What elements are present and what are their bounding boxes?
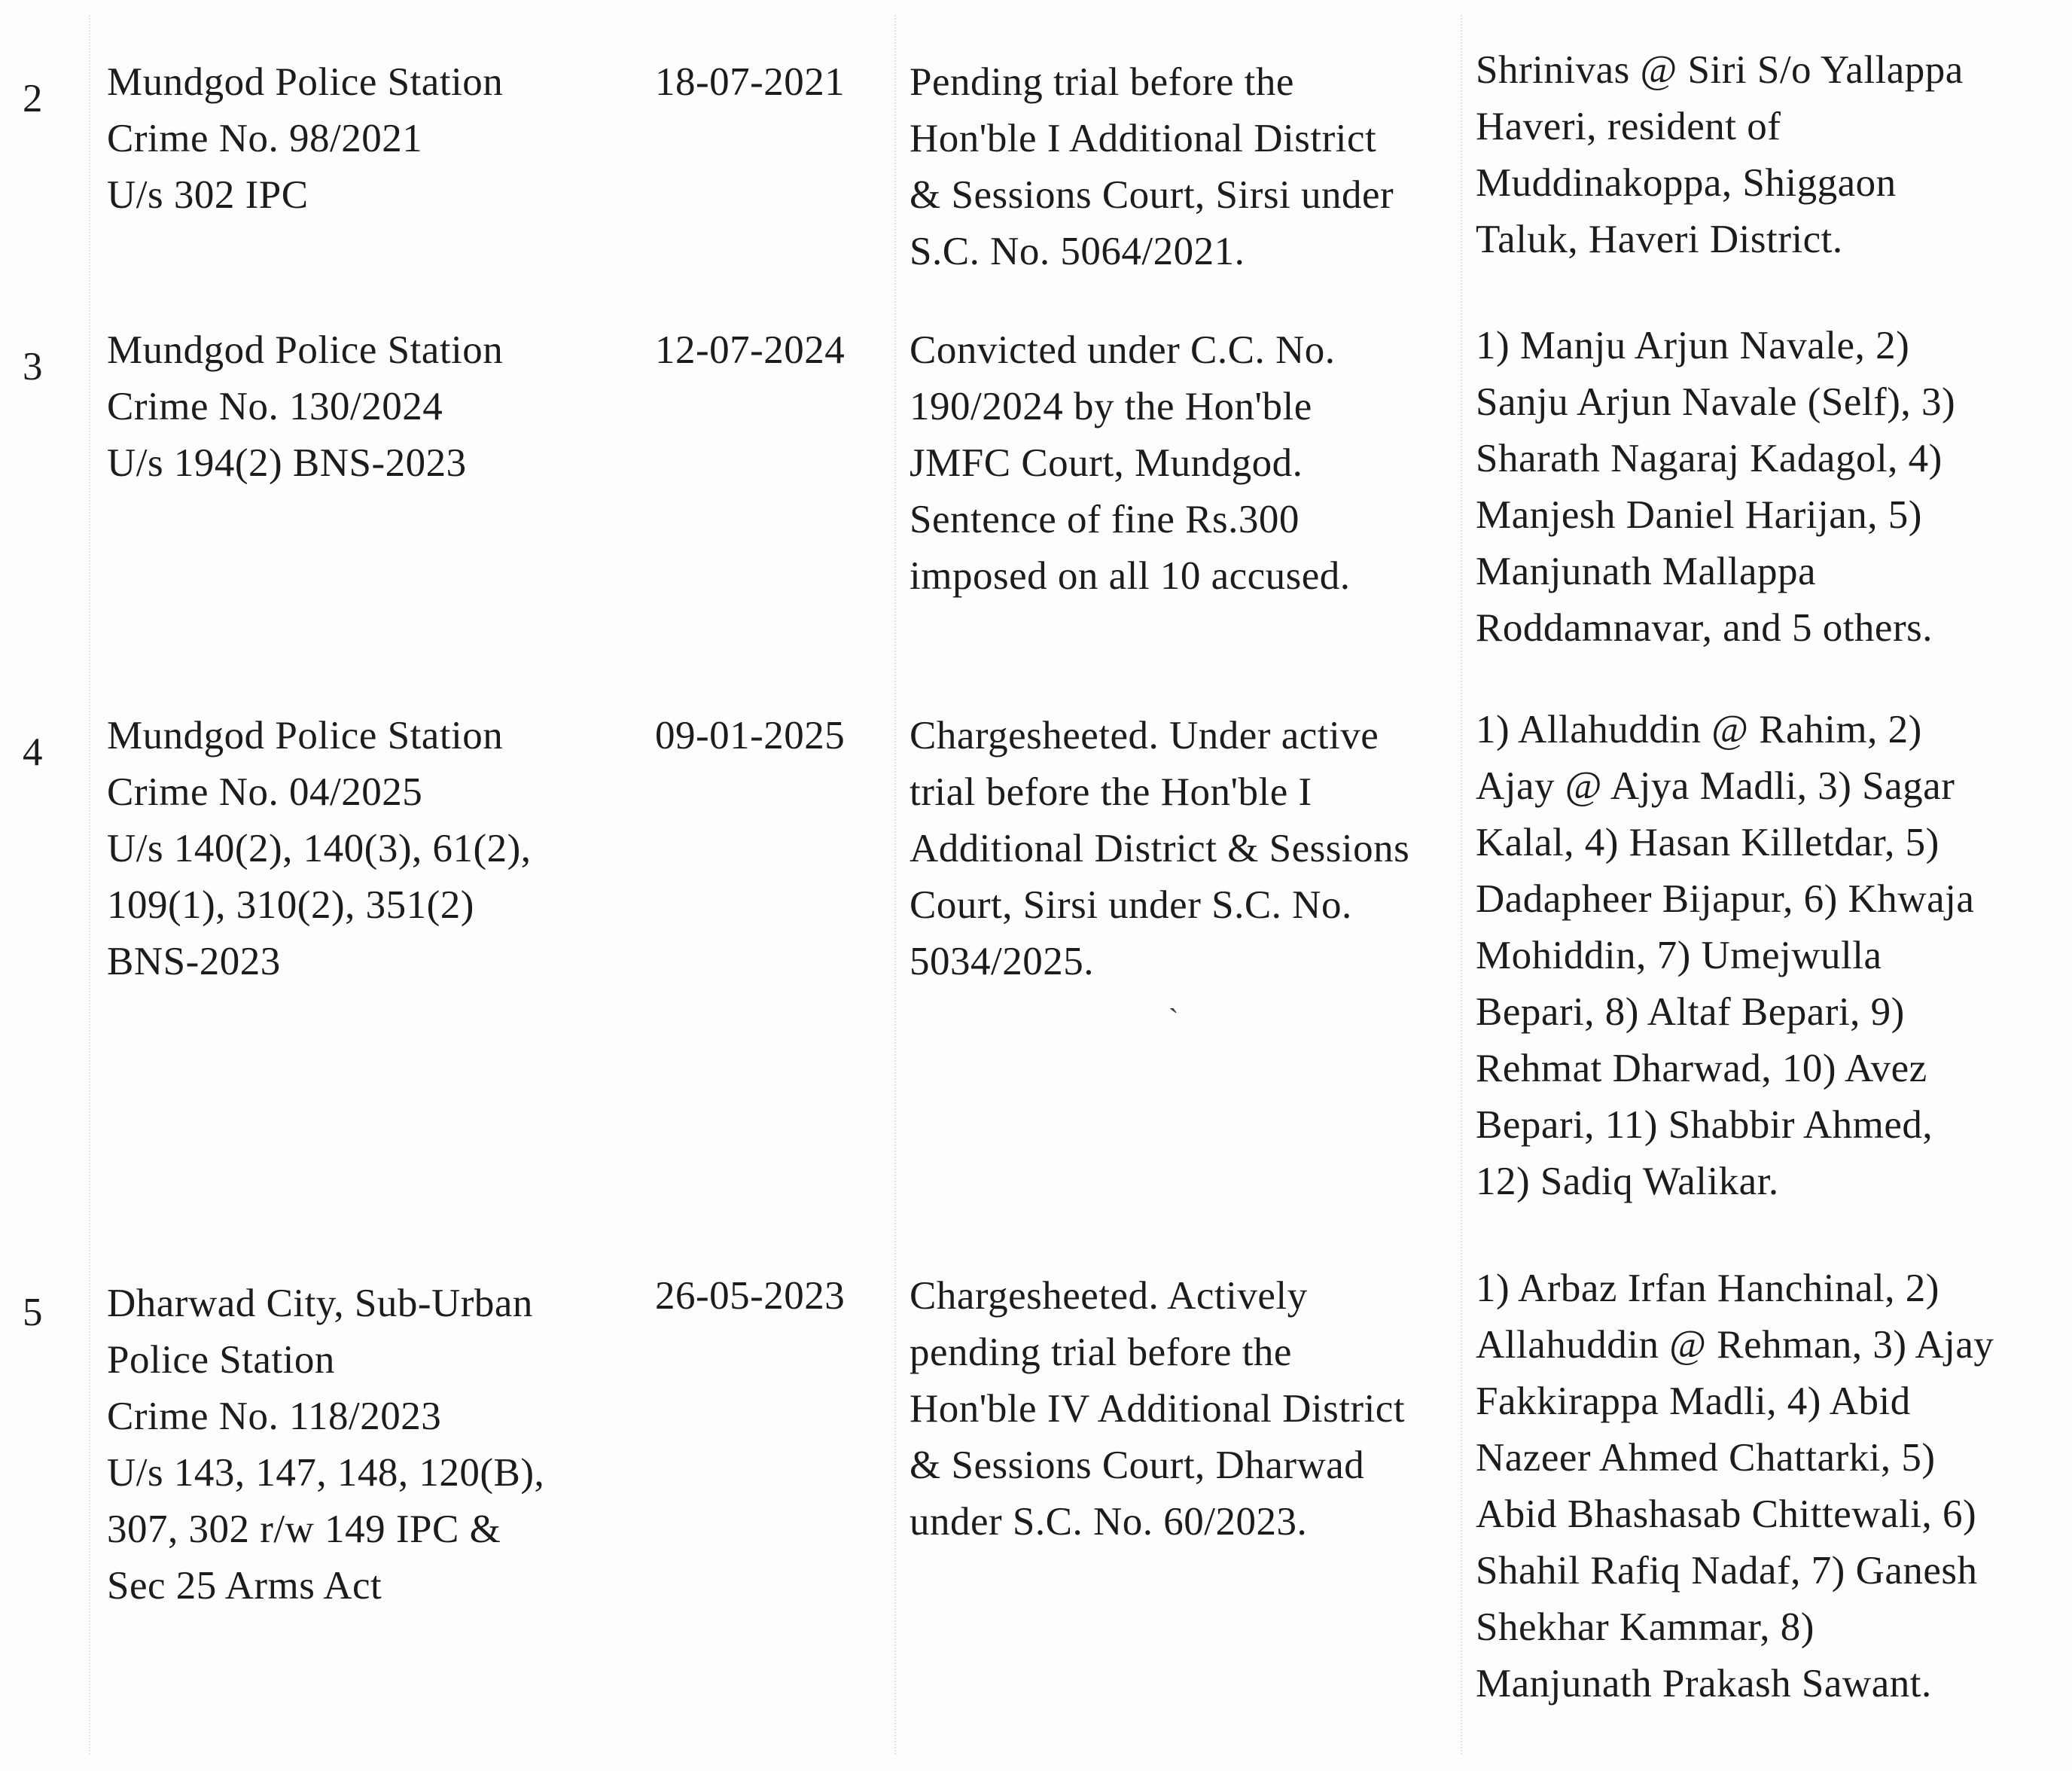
accused-line: Mohiddin, 7) Umejwulla: [1476, 934, 1882, 977]
status-line: trial before the Hon'ble I: [910, 770, 1312, 814]
accused-line: Roddamnavar, and 5 others.: [1476, 606, 1933, 650]
accused-line: Manjunath Prakash Sawant.: [1476, 1662, 1932, 1705]
accused-line: Manjesh Daniel Harijan, 5): [1476, 493, 1922, 537]
case-line: U/s 140(2), 140(3), 61(2),: [107, 827, 532, 870]
case-date: 26-05-2023: [655, 1274, 846, 1318]
case-details: [107, 1276, 619, 1614]
column-rule: [894, 15, 896, 1754]
status-line: 5034/2025.: [910, 940, 1094, 983]
accused-line: Abid Bhashasab Chittewali, 6): [1476, 1492, 1977, 1536]
case-line: Crime No. 118/2023: [107, 1395, 442, 1438]
accused-line: Nazeer Ahmed Chattarki, 5): [1476, 1436, 1936, 1480]
case-status: [910, 708, 1467, 990]
status-line: Convicted under C.C. No.: [910, 328, 1336, 372]
accused-line: Ajay @ Ajya Madli, 3) Sagar: [1476, 764, 1955, 808]
case-date: 12-07-2024: [655, 328, 846, 372]
accused-line: Bepari, 11) Shabbir Ahmed,: [1476, 1103, 1933, 1147]
status-line: Court, Sirsi under S.C. No.: [910, 883, 1352, 927]
status-line: under S.C. No. 60/2023.: [910, 1500, 1308, 1544]
accused-line: Fakkirappa Madli, 4) Abid: [1476, 1379, 1911, 1423]
accused-line: Shekhar Kammar, 8): [1476, 1605, 1815, 1649]
case-line: Mundgod Police Station: [107, 60, 504, 104]
status-line: pending trial before the: [910, 1331, 1292, 1374]
accused-line: Shahil Rafiq Nadaf, 7) Ganesh: [1476, 1549, 1978, 1593]
status-line: 190/2024 by the Hon'ble: [910, 385, 1312, 428]
accused-line: 1) Manju Arjun Navale, 2): [1476, 324, 1910, 367]
case-details: [107, 322, 619, 492]
accused-list: [1476, 1260, 2063, 1712]
accused-line: Bepari, 8) Altaf Bepari, 9): [1476, 990, 1905, 1034]
status-line: Chargesheeted. Actively: [910, 1274, 1308, 1318]
case-line: Sec 25 Arms Act: [107, 1564, 382, 1608]
case-status: [910, 1268, 1467, 1550]
case-status: [910, 54, 1467, 280]
accused-list: [1476, 702, 2063, 1210]
status-line: Pending trial before the: [910, 60, 1294, 104]
case-status: [910, 322, 1467, 605]
case-date: 09-01-2025: [655, 714, 846, 757]
case-line: U/s 302 IPC: [107, 173, 309, 217]
status-line: Hon'ble IV Additional District: [910, 1387, 1406, 1431]
accused-line: Dadapheer Bijapur, 6) Khwaja: [1476, 877, 1975, 921]
status-line: Hon'ble I Additional District: [910, 117, 1377, 160]
accused-line: Allahuddin @ Rehman, 3) Ajay: [1476, 1323, 1994, 1367]
accused-line: Manjunath Mallappa: [1476, 550, 1817, 593]
case-line: Crime No. 04/2025: [107, 770, 423, 814]
accused-line: 1) Allahuddin @ Rahim, 2): [1476, 708, 1922, 751]
accused-list: [1476, 42, 2063, 268]
accused-line: Taluk, Haveri District.: [1476, 218, 1843, 261]
accused-line: Rehmat Dharwad, 10) Avez: [1476, 1047, 1927, 1090]
serial-number: 2: [23, 77, 43, 120]
status-line: JMFC Court, Mundgod.: [910, 441, 1303, 485]
case-line: Mundgod Police Station: [107, 328, 504, 372]
column-rule: [89, 15, 90, 1754]
serial-number: 4: [23, 730, 43, 774]
accused-line: Kalal, 4) Hasan Killetdar, 5): [1476, 821, 1939, 864]
accused-line: 1) Arbaz Irfan Hanchinal, 2): [1476, 1267, 1939, 1310]
case-line: Crime No. 98/2021: [107, 117, 423, 160]
case-line: U/s 194(2) BNS-2023: [107, 441, 467, 485]
case-line: 307, 302 r/w 149 IPC &: [107, 1507, 501, 1551]
accused-line: Muddinakoppa, Shiggaon: [1476, 161, 1897, 205]
case-line: Mundgod Police Station: [107, 714, 504, 757]
case-line: Crime No. 130/2024: [107, 385, 443, 428]
accused-list: [1476, 318, 2063, 657]
case-date: 18-07-2021: [655, 60, 846, 104]
accused-line: Sanju Arjun Navale (Self), 3): [1476, 380, 1956, 424]
case-line: Dharwad City, Sub-Urban: [107, 1282, 533, 1325]
status-line: Chargesheeted. Under active: [910, 714, 1379, 757]
case-line: Police Station: [107, 1338, 335, 1382]
serial-number: 3: [23, 345, 43, 389]
status-line: imposed on all 10 accused.: [910, 554, 1351, 598]
case-line: BNS-2023: [107, 940, 281, 983]
serial-number: 5: [23, 1291, 43, 1334]
status-line: & Sessions Court, Sirsi under: [910, 173, 1394, 217]
case-line: U/s 143, 147, 148, 120(B),: [107, 1451, 545, 1495]
accused-line: Sharath Nagaraj Kadagol, 4): [1476, 437, 1942, 480]
accused-line: Shrinivas @ Siri S/o Yallappa: [1476, 48, 1964, 92]
case-details: [107, 54, 619, 224]
case-details: [107, 708, 619, 990]
case-line: 109(1), 310(2), 351(2): [107, 883, 474, 927]
scan-mark: `: [1169, 1002, 1179, 1036]
status-line: Sentence of fine Rs.300: [910, 498, 1300, 541]
status-line: Additional District & Sessions: [910, 827, 1410, 870]
accused-line: 12) Sadiq Walikar.: [1476, 1160, 1779, 1203]
accused-line: Haveri, resident of: [1476, 105, 1781, 148]
status-line: & Sessions Court, Dharwad: [910, 1443, 1365, 1487]
status-line: S.C. No. 5064/2021.: [910, 230, 1245, 273]
